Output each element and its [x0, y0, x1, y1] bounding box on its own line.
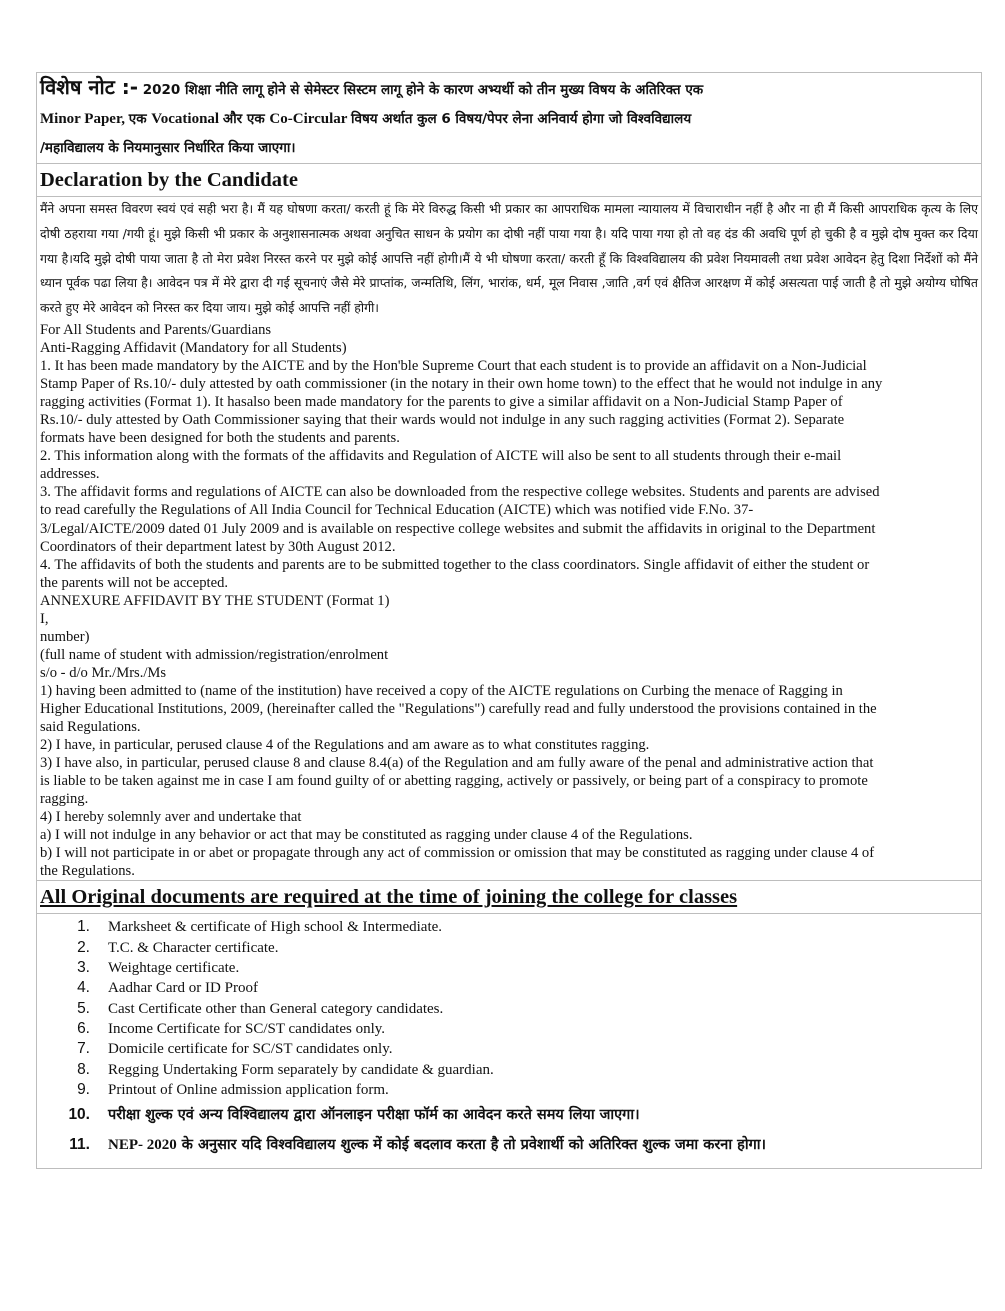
anti-ragging-line: 4. The affidavits of both the students and parents are to be submitted together to the class coordinators. Single affidavit of either the student or — [40, 556, 870, 573]
declaration-title: Declaration by the Candidate — [40, 169, 298, 191]
document-item-2 — [40, 938, 981, 958]
document-item-1 — [40, 917, 981, 937]
documents-title-box — [36, 880, 982, 913]
anti-ragging-line: number) — [40, 628, 90, 645]
special-note-text-1: 2020 शिक्षा नीति लागू होने से सेमेस्टर सिस्टम लागू होने के कारण अभ्यर्थी को तीन मुख्य विषय के अतिरिक्त एक — [142, 82, 704, 98]
declaration-hindi-text: मैंने अपना समस्त विवरण स्वयं एवं सही भरा है। मैं यह घोषणा करता/ करती हूं कि मेरे विरुद्ध किसी भी प्रकार का आपराधिक मामला न्यायालय में विचाराधीन नहीं है और ना ही मैं किसी आपराधिक कृत्य के लिए दोषी ठहराया गया /गयी हूं। मुझे किसी भी प्रकार के अनुशासनात्मक अथवा अनुचित साधन के प्रयोग का दोषी नहीं पाया गया है। यदि पाया गया हो तो वह दंड की अवधि पूर्ण हो चुकी है व मुझे दोष मुक्त कर दिया गया है।यदि मुझे दोषी पाया जाता है तो मेरा प्रवेश निरस्त करने पर मुझे कोई आपत्ति नहीं होगी।मैं ये भी घोषणा करता/ करती हूँ कि विश्वविद्यालय की प्रवेश नियमावली तथा प्रवेश आवेदन हेतु दिशा निर्देशों को मैंने ध्यान पूर्वक पढा लिया है। आवेदन पत्र में मेरे द्वारा दी गई सूचनाएं जैसे मेरे प्राप्तांक, जन्मतिथि, लिंग, भारांक, धर्म, मूल निवास ,जाति ,वर्ग एवं क्षैतिज आरक्षण में कोई असत्यता पाई जाती है तो मुझे अयोग्य घोषित करते हुए मेरे आवेदन को निरस्त कर दिया जाय। मुझे कोई आपत्ति नहीं होगी। — [40, 201, 978, 316]
document-item-4 — [40, 978, 981, 998]
anti-ragging-line: 3/Legal/AICTE/2009 dated 01 July 2009 and is available on respective college websites and submit the affidavits in original to the Department — [40, 520, 876, 537]
anti-ragging-line: 1. It has been made mandatory by the AICTE and by the Hon'ble Supreme Court that each student is to provide an affidavit on a Non-Judicial — [40, 358, 867, 375]
document-item-text: Marksheet & certificate of High school & Intermediate. — [108, 919, 443, 936]
anti-ragging-line: Rs.10/- duly attested by Oath Commissioner saying that their wards would not indulge in any such ragging activities (Format 2). Separate — [40, 412, 845, 429]
document-item-number: 4. — [77, 979, 90, 997]
declaration-body-box — [36, 196, 982, 880]
anti-ragging-line: For All Students and Parents/Guardians — [40, 321, 272, 338]
anti-ragging-line: the Regulations. — [40, 863, 135, 880]
document-item-11 — [40, 1130, 981, 1160]
anti-ragging-line: (full name of student with admission/registration/enrolment — [40, 646, 389, 663]
document-item-number: 5. — [77, 999, 90, 1017]
document-item-number: 3. — [77, 959, 90, 977]
anti-ragging-text — [40, 321, 981, 880]
document-item-text — [108, 1130, 766, 1160]
anti-ragging-line: the parents will not be accepted. — [40, 574, 229, 591]
nep-2020-label: NEP- 2020 — [108, 1137, 177, 1154]
declaration-title-box — [36, 163, 982, 196]
anti-ragging-line: Higher Educational Institutions, 2009, (hereinafter called the "Regulations") carefully read and fully understood the provisions contained in the — [40, 700, 877, 717]
document-item-10 — [40, 1100, 981, 1130]
document-item-9 — [40, 1080, 981, 1100]
special-note-line-2 — [40, 105, 981, 134]
documents-list — [40, 917, 981, 1160]
anti-ragging-line: Stamp Paper of Rs.10/- duly attested by oath commissioner (in the notary in their own home town) to the effect that he would not indulge in any — [40, 376, 883, 393]
special-note-box — [36, 72, 982, 163]
document-item-text: Cast Certificate other than General category candidates. — [108, 1000, 444, 1017]
special-note-label: विशेष नोट :- — [40, 75, 139, 99]
document-item-7 — [40, 1039, 981, 1059]
document-item-number: 6. — [77, 1019, 90, 1037]
document-item-text: परीक्षा शुल्क एवं अन्य विश्विद्यालय द्वारा ऑनलाइन परीक्षा फॉर्म का आवेदन करते समय लिया जाएगा। — [108, 1107, 640, 1124]
special-note-co-circular: Co-Circular — [269, 111, 351, 127]
document-item-text: T.C. & Character certificate. — [108, 939, 279, 956]
documents-list-box — [36, 913, 982, 1169]
special-note-line-3: /महाविद्यालय के नियमानुसार निर्धारित किया जाएगा। — [40, 140, 296, 156]
anti-ragging-line: a) I will not indulge in any behavior or act that may be constituted as ragging under clause 4 of the Regulations. — [40, 827, 693, 844]
document-item-number: 10. — [68, 1106, 90, 1124]
document-item-text: Domicile certificate for SC/ST candidates only. — [108, 1041, 393, 1058]
anti-ragging-line: addresses. — [40, 466, 100, 483]
document-item-text: Aadhar Card or ID Proof — [108, 980, 258, 997]
anti-ragging-line: said Regulations. — [40, 719, 141, 736]
document-page — [36, 72, 982, 1169]
anti-ragging-line: 4) I hereby solemnly aver and undertake that — [40, 809, 302, 826]
anti-ragging-line: I, — [40, 610, 49, 627]
anti-ragging-line: ragging activities (Format 1). It hasalso been made mandatory for the parents to give a similar affidavit on a Non-Judicial Stamp Paper of — [40, 394, 843, 411]
special-note-aur-ek: और एक — [222, 111, 270, 127]
document-item-5 — [40, 999, 981, 1019]
anti-ragging-line: Anti-Ragging Affidavit (Mandatory for all Students) — [40, 340, 347, 357]
nep-2020-text: के अनुसार यदि विश्वविद्यालय शुल्क में कोई बदलाव करता है तो प्रवेशार्थी को अतिरिक्त शुल्क जमा करना होगा। — [176, 1137, 766, 1154]
document-item-number: 9. — [77, 1080, 90, 1098]
document-item-text: Income Certificate for SC/ST candidates only. — [108, 1020, 386, 1037]
document-item-3 — [40, 958, 981, 978]
document-item-number: 1. — [77, 918, 90, 936]
document-item-number: 11. — [69, 1136, 90, 1154]
anti-ragging-line: ANNEXURE AFFIDAVIT BY THE STUDENT (Format 1) — [40, 592, 390, 609]
anti-ragging-line: is liable to be taken against me in case I am found guilty of or abetting ragging, actively or passively, or being part of a conspiracy to promote — [40, 773, 868, 790]
document-item-number: 2. — [77, 938, 90, 956]
special-note-line-1 — [40, 73, 981, 105]
anti-ragging-line: Coordinators of their department latest by 30th August 2012. — [40, 538, 396, 555]
anti-ragging-line: ragging. — [40, 791, 89, 808]
anti-ragging-line: 1) having been admitted to (name of the institution) have received a copy of the AICTE regulations on Curbing the menace of Ragging in — [40, 682, 843, 699]
document-item-text: Regging Undertaking Form separately by candidate & guardian. — [108, 1061, 494, 1078]
anti-ragging-line: 2. This information along with the formats of the affidavits and Regulation of AICTE will also be sent to all students through their e-mail — [40, 448, 842, 465]
document-item-text: Printout of Online admission application form. — [108, 1081, 389, 1098]
special-note-minor-paper: Minor Paper, — [40, 111, 129, 127]
special-note-text-2: विषय अर्थात कुल 6 विषय/पेपर लेना अनिवार्य होगा जो विश्वविद्यालय — [350, 111, 692, 127]
anti-ragging-line: b) I will not participate in or abet or propagate through any act of commission or omission that may be constituted as ragging under clause 4 of — [40, 845, 875, 862]
anti-ragging-line: formats have been designed for both the students and parents. — [40, 430, 400, 447]
document-item-number: 8. — [77, 1060, 90, 1078]
anti-ragging-line: to read carefully the Regulations of All India Council for Technical Education (AICTE) which was notified vide F.No. 37- — [40, 502, 754, 519]
special-note-ek-1: एक — [128, 111, 152, 127]
anti-ragging-line: s/o - d/o Mr./Mrs./Ms — [40, 664, 167, 681]
anti-ragging-line: 2) I have, in particular, perused clause 4 of the Regulations and am aware as to what constitutes ragging. — [40, 737, 650, 754]
anti-ragging-line: 3) I have also, in particular, perused clause 8 and clause 8.4(a) of the Regulation and am fully aware of the penal and administrative action that — [40, 755, 874, 772]
document-item-number: 7. — [77, 1040, 90, 1058]
anti-ragging-line: 3. The affidavit forms and regulations of AICTE can also be downloaded from the respective college websites. Students and parents are advised — [40, 484, 880, 501]
document-item-text: Weightage certificate. — [108, 960, 240, 977]
document-item-6 — [40, 1019, 981, 1039]
special-note-vocational: Vocational — [151, 111, 223, 127]
documents-title: All Original documents are required at the time of joining the college for classes — [40, 886, 738, 909]
document-item-8 — [40, 1060, 981, 1080]
